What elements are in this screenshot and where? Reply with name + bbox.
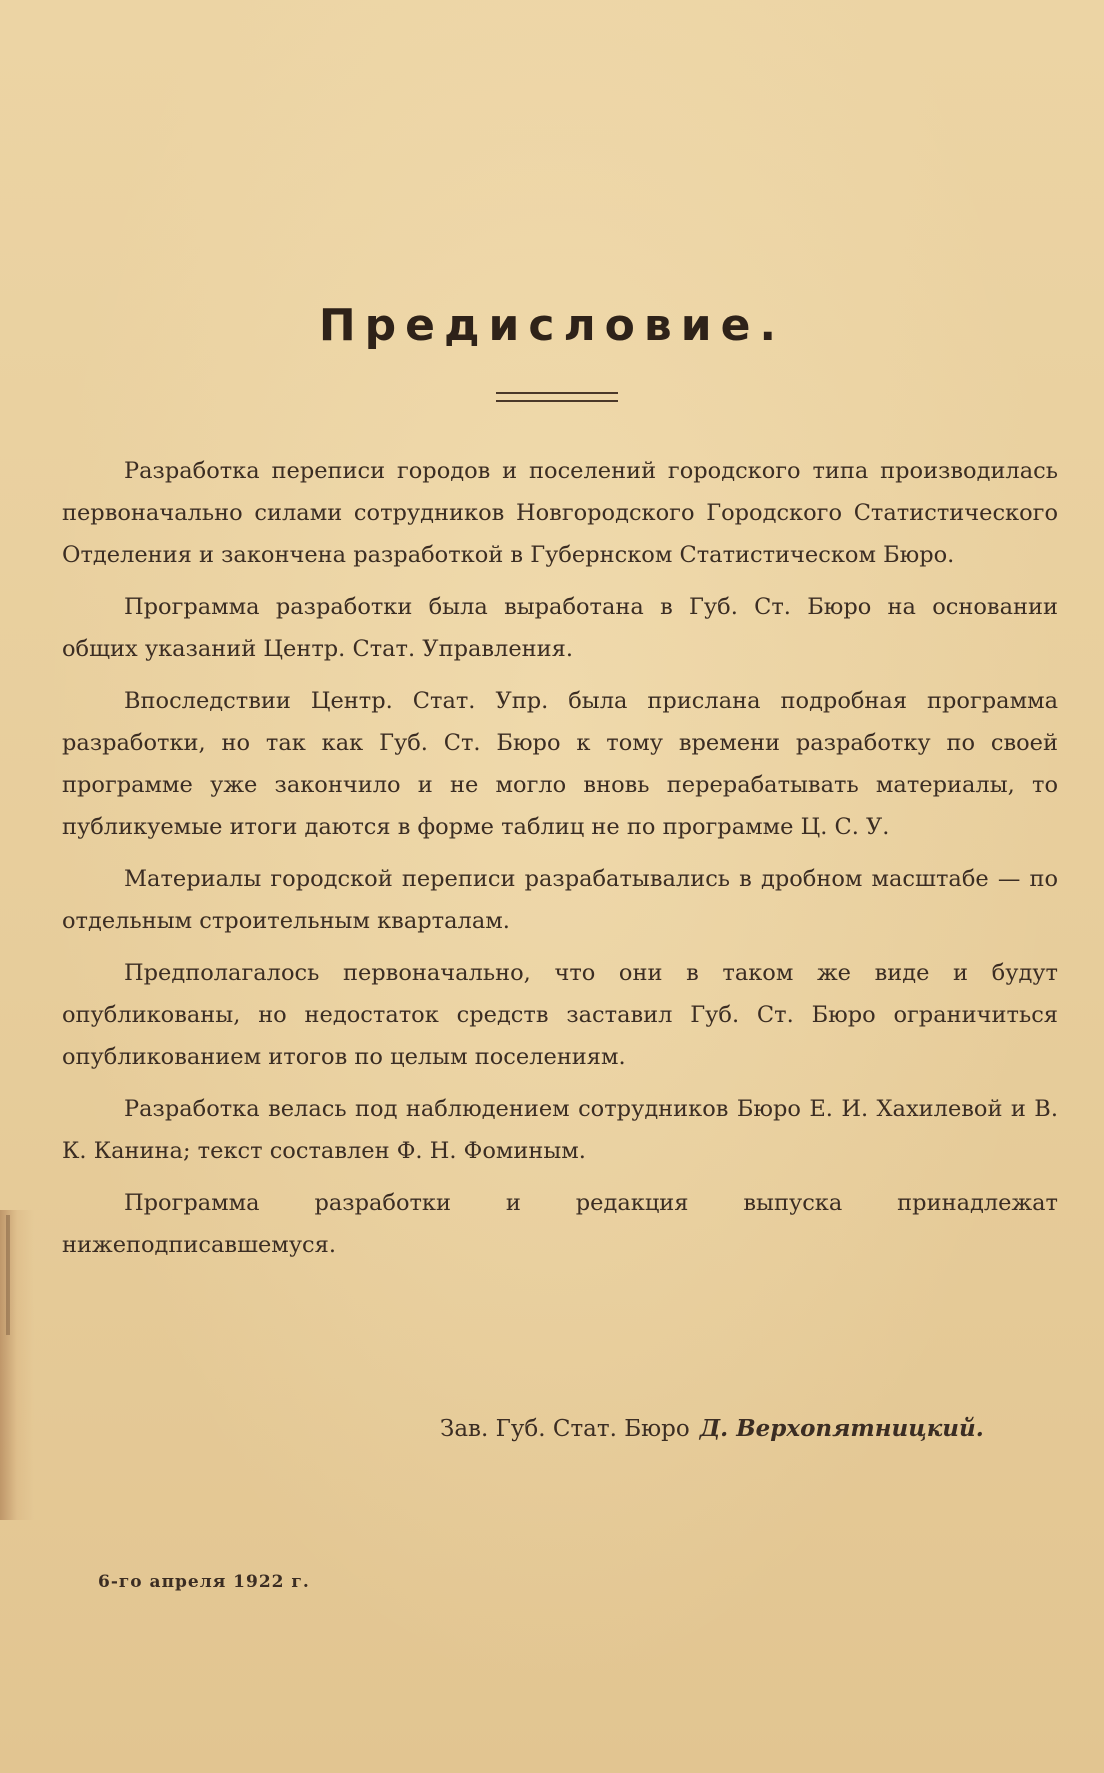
signature-line <box>440 1415 1060 1442</box>
paragraph: Разработка велась под наблюдением сотрудников Бюро Е. И. Хахилевой и В. К. Канина; текст составлен Ф. Н. Фоминым. <box>62 1096 1058 1164</box>
document-date: 6-го апреля 1922 г. <box>98 1572 310 1592</box>
page-title: Предисловие. <box>318 300 786 351</box>
signature-name: Д. Верхопятницкий. <box>699 1415 984 1442</box>
paragraph: Предполагалось первоначально, что они в таком же виде и будут опубликованы, но недостаток средств заставил Губ. Ст. Бюро ограничиться опубликованием итогов по целым поселениям. <box>62 960 1058 1070</box>
preface-body <box>62 450 1058 1276</box>
signature-position: Зав. Губ. Стат. Бюро <box>440 1416 690 1442</box>
paragraph: Разработка переписи городов и поселений городского типа производилась первоначально силами сотрудников Новгородского Городского Статистического Отделения и закончена разработкой в Губернском Статистическом Бюро. <box>62 458 1058 568</box>
paragraph: Материалы городской переписи разрабатывались в дробном масштабе — по отдельным строительным кварталам. <box>62 866 1058 934</box>
paragraph: Впоследствии Центр. Стат. Упр. была прислана подробная программа разработки, но так как Губ. Ст. Бюро к тому времени разработку по своей программе уже закончило и не могло вновь перерабатывать материалы, то публикуемые итоги даются в форме таблиц не по программе Ц. С. У. <box>62 688 1058 840</box>
paragraph: Программа разработки и редакция выпуска принадлежат нижеподписавшемуся. <box>62 1190 1058 1258</box>
title-divider <box>496 392 618 402</box>
binding-mark <box>6 1215 10 1335</box>
paragraph: Программа разработки была выработана в Губ. Ст. Бюро на основании общих указаний Центр. Стат. Управления. <box>62 594 1058 662</box>
